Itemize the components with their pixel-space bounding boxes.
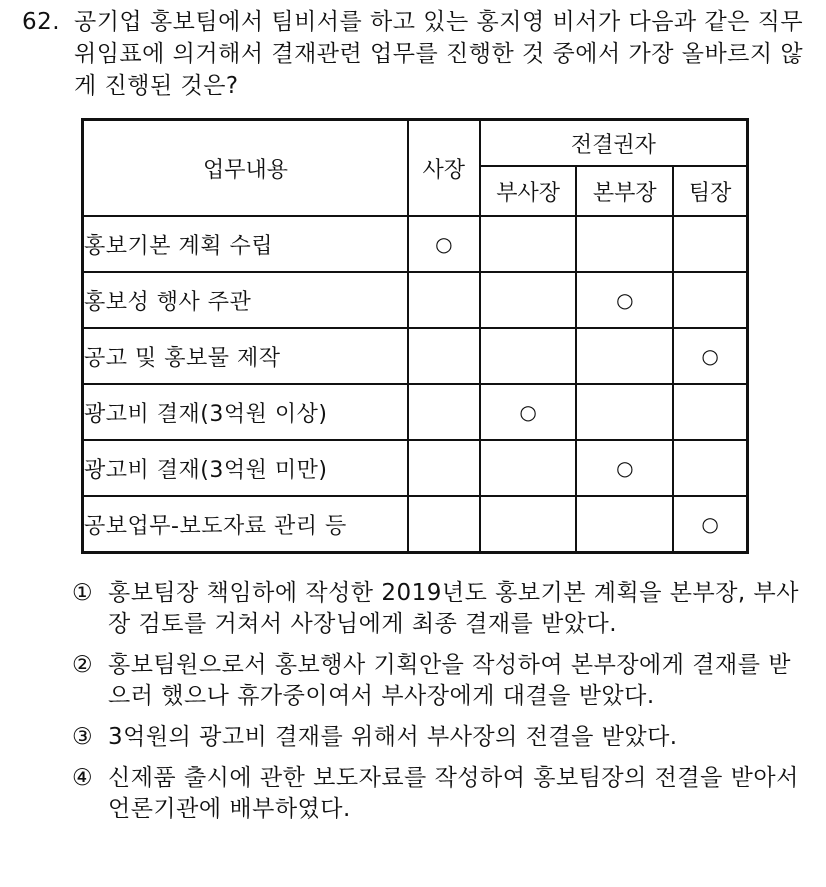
task-cell: 공고 및 홍보물 제작 <box>83 328 408 384</box>
table-row <box>83 496 748 553</box>
header-ceo: 사장 <box>408 120 480 217</box>
vp-mark <box>480 496 577 553</box>
hq-mark <box>576 384 673 440</box>
hq-mark: ○ <box>576 272 673 328</box>
header-task: 업무내용 <box>83 120 408 217</box>
tl-mark <box>673 384 747 440</box>
header-team-leader: 팀장 <box>673 166 747 216</box>
table-header-row <box>83 120 748 167</box>
option-text: 3억원의 광고비 결재를 위해서 부사장의 전결을 받았다. <box>108 724 678 750</box>
option-number: ④ <box>72 765 94 791</box>
option-4[interactable] <box>72 763 812 825</box>
table-row <box>83 328 748 384</box>
ceo-mark <box>408 496 480 553</box>
vp-mark <box>480 440 577 496</box>
table-row <box>83 216 748 272</box>
option-number: ② <box>72 652 94 678</box>
ceo-mark <box>408 384 480 440</box>
ceo-mark: ○ <box>408 216 480 272</box>
question-number: 62. <box>22 9 61 35</box>
ceo-mark <box>408 440 480 496</box>
answer-options <box>72 578 812 835</box>
vp-mark <box>480 328 577 384</box>
option-text: 홍보팀원으로서 홍보행사 기획안을 작성하여 본부장에게 결재를 받으러 했으나 휴가중이여서 부사장에게 대결을 받았다. <box>108 652 791 709</box>
ceo-mark <box>408 272 480 328</box>
task-cell: 홍보성 행사 주관 <box>83 272 408 328</box>
hq-mark <box>576 328 673 384</box>
tl-mark: ○ <box>673 496 747 553</box>
header-vice-president: 부사장 <box>480 166 577 216</box>
vp-mark <box>480 216 577 272</box>
question-text: 공기업 홍보팀에서 팀비서를 하고 있는 홍지영 비서가 다음과 같은 직무위임표에 의거해서 결재관련 업무를 진행한 것 중에서 가장 올바르지 않게 진행된 것은? <box>74 9 804 99</box>
table-row <box>83 272 748 328</box>
tl-mark: ○ <box>673 328 747 384</box>
table-row <box>83 384 748 440</box>
option-1[interactable] <box>72 578 812 640</box>
header-hq-head: 본부장 <box>576 166 673 216</box>
task-cell: 광고비 결재(3억원 이상) <box>83 384 408 440</box>
question <box>22 6 812 102</box>
option-text: 홍보팀장 책임하에 작성한 2019년도 홍보기본 계획을 본부장, 부사장 검토를 거쳐서 사장님에게 최종 결재를 받았다. <box>108 580 799 637</box>
hq-mark: ○ <box>576 440 673 496</box>
vp-mark <box>480 272 577 328</box>
option-number: ③ <box>72 724 94 750</box>
header-delegation-group: 전결권자 <box>480 120 748 167</box>
task-cell: 홍보기본 계획 수립 <box>83 216 408 272</box>
vp-mark: ○ <box>480 384 577 440</box>
ceo-mark <box>408 328 480 384</box>
tl-mark <box>673 216 747 272</box>
delegation-table <box>81 118 749 554</box>
tl-mark <box>673 440 747 496</box>
hq-mark <box>576 496 673 553</box>
option-3[interactable] <box>72 722 812 753</box>
hq-mark <box>576 216 673 272</box>
option-2[interactable] <box>72 650 812 712</box>
option-text: 신제품 출시에 관한 보도자료를 작성하여 홍보팀장의 전결을 받아서 언론기관에 배부하였다. <box>108 765 799 822</box>
tl-mark <box>673 272 747 328</box>
task-cell: 광고비 결재(3억원 미만) <box>83 440 408 496</box>
task-cell: 공보업무-보도자료 관리 등 <box>83 496 408 553</box>
option-number: ① <box>72 580 94 606</box>
table-row <box>83 440 748 496</box>
